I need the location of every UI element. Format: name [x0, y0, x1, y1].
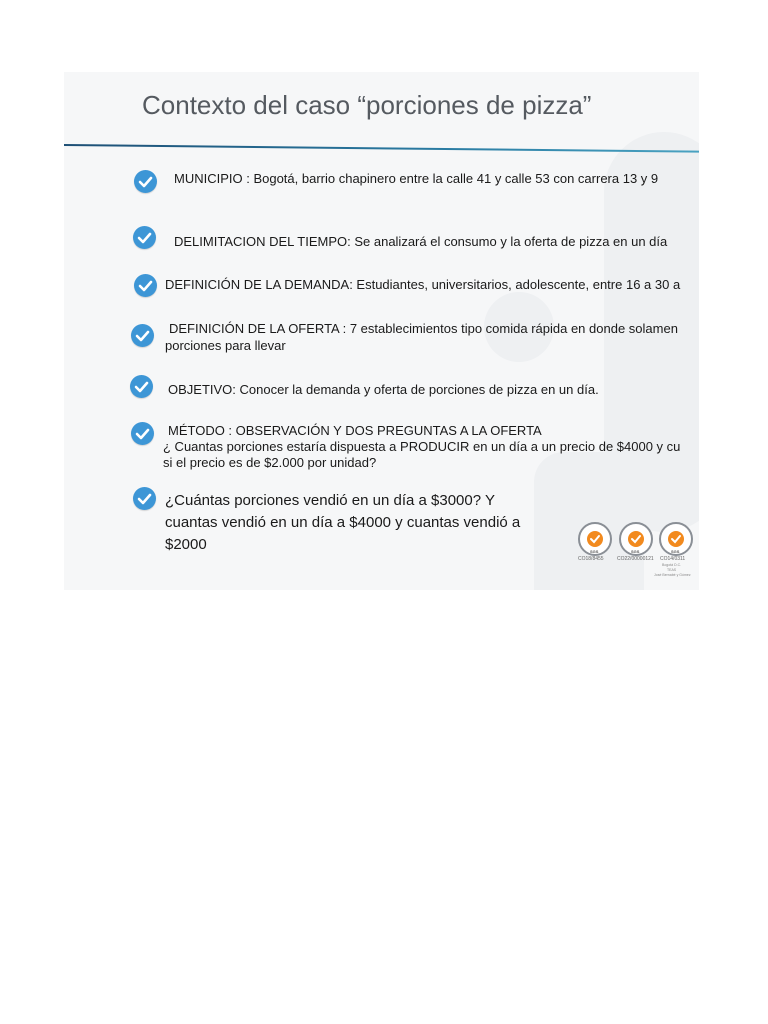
- item-metodo-line2: ¿ Cuantas porciones estaría dispuesta a PRODUCIR en un día a un precio de $4000 y cu: [163, 439, 681, 454]
- background-shape: [534, 452, 644, 590]
- item-definicion-oferta: [165, 321, 678, 353]
- item-objetivo: OBJETIVO: Conocer la demanda y oferta de porciones de pizza en un día.: [168, 382, 599, 397]
- item-metodo: [163, 423, 680, 470]
- title-underline: [64, 144, 699, 153]
- seal-code: CO22/00000121: [617, 556, 654, 562]
- item-municipio: MUNICIPIO : Bogotá, barrio chapinero entre la calle 41 y calle 53 con carrera 13 y 9: [174, 171, 659, 186]
- item-delimitacion-tiempo: DELIMITACION DEL TIEMPO: Se analizará el consumo y la oferta de pizza en un día: [174, 234, 668, 249]
- check-icon: [133, 226, 156, 249]
- seal-label: SGS: [671, 549, 680, 554]
- slide-title: Contexto del caso “porciones de pizza”: [142, 90, 592, 120]
- seal-code: CO14/0311: [660, 556, 686, 562]
- item-pregunta-ventas: ¿Cuántas porciones vendió en un día a $3000? Y cuantas vendió en un día a $4000 y cuantas vendió a $2000: [165, 492, 521, 553]
- seal-code: CO18/8455: [578, 556, 604, 562]
- seal-label: SGS: [631, 549, 640, 554]
- footer-text: Bogotá D.C.: [662, 563, 682, 567]
- item-metodo-line3: si el precio es de $2.000 por unidad?: [163, 455, 377, 470]
- check-icon: [131, 422, 154, 445]
- check-icon: [134, 274, 157, 297]
- item-metodo-line1: MÉTODO : OBSERVACIÓN Y DOS PREGUNTAS A LA OFERTA: [168, 423, 542, 438]
- check-icon: [134, 170, 157, 193]
- seal-label: SGS: [590, 549, 599, 554]
- item-definicion-oferta-line1: DEFINICIÓN DE LA OFERTA : 7 establecimientos tipo comida rápida en donde solamen: [169, 321, 678, 336]
- check-icon: [133, 487, 156, 510]
- footer-text: José Bernabé y Gómez: [654, 573, 691, 577]
- check-icon: [131, 324, 154, 347]
- item-definicion-oferta-line2: porciones para llevar: [165, 338, 286, 353]
- item-definicion-demanda: DEFINICIÓN DE LA DEMANDA: Estudiantes, universitarios, adolescente, entre 16 a 30 a: [165, 277, 681, 292]
- footer-text: TEAS: [667, 568, 677, 572]
- check-icon: [130, 375, 153, 398]
- slide: [64, 72, 699, 590]
